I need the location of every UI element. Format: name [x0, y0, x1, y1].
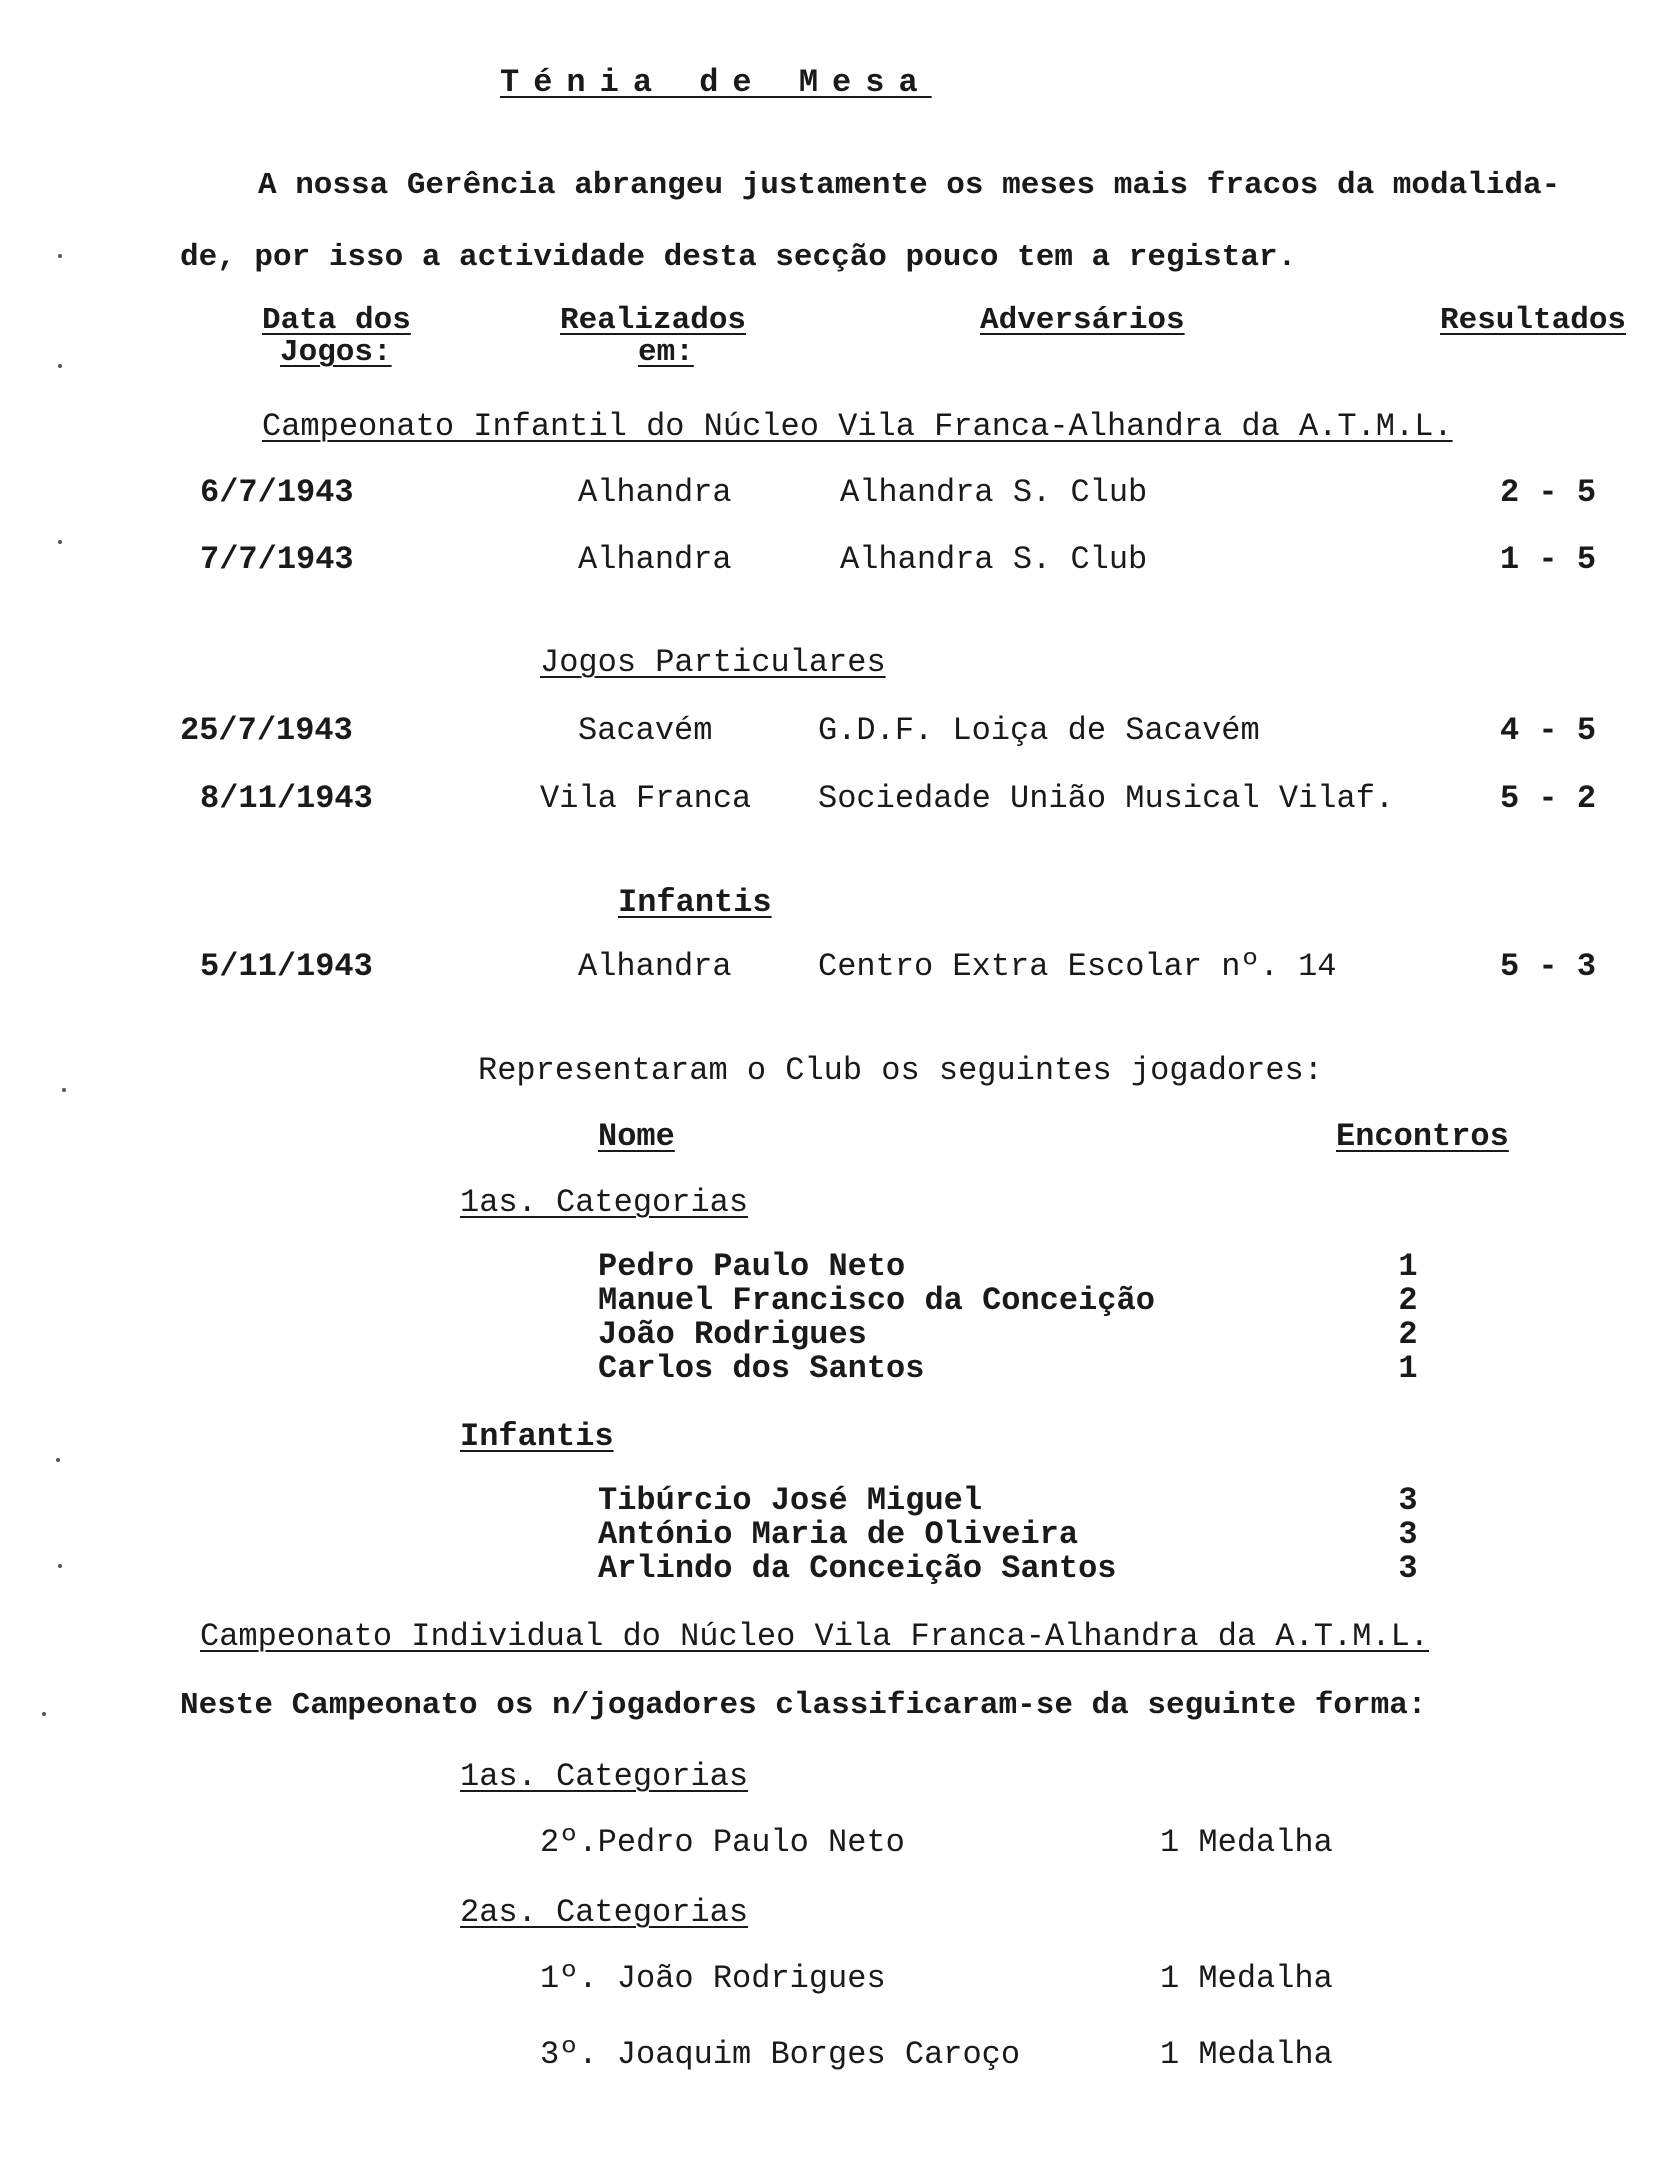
players-header-name: Nome	[598, 1118, 675, 1155]
individual-entry-award: 1 Medalha	[1160, 1824, 1333, 1861]
player-matches: 1	[1398, 1248, 1418, 1285]
player-name: João Rodrigues	[598, 1316, 867, 1353]
individual-entry-name: 2º.Pedro Paulo Neto	[540, 1824, 905, 1861]
game-opponent: G.D.F. Loiça de Sacavém	[818, 712, 1260, 749]
game-opponent: Alhandra S. Club	[840, 541, 1148, 578]
individual-entry-name: 3º. Joaquim Borges Caroço	[540, 2036, 1021, 2073]
game-place: Vila Franca	[540, 780, 752, 817]
section-heading: Campeonato Infantil do Núcleo Vila Franca-Alhandra da A.T.M.L.	[262, 408, 1453, 445]
individual-group-heading: 2as. Categorias	[460, 1894, 749, 1931]
margin-mark	[58, 540, 62, 544]
individual-group-heading: 1as. Categorias	[460, 1758, 749, 1795]
players-intro: Representaram o Club os seguintes jogadores:	[478, 1052, 1323, 1089]
player-name: Arlindo da Conceição Santos	[598, 1550, 1117, 1587]
header-place-line2: em:	[638, 335, 694, 370]
players-header-matches: Encontros	[1336, 1118, 1509, 1155]
game-date: 25/7/1943	[180, 712, 353, 749]
game-place: Alhandra	[578, 948, 732, 985]
margin-mark	[62, 1088, 66, 1092]
player-matches: 3	[1398, 1550, 1418, 1587]
player-name: Tibúrcio José Miguel	[598, 1482, 983, 1519]
margin-mark	[42, 1712, 46, 1716]
game-opponent: Alhandra S. Club	[840, 474, 1148, 511]
player-name: Manuel Francisco da Conceição	[598, 1282, 1155, 1319]
header-date	[262, 305, 411, 369]
game-opponent: Centro Extra Escolar nº. 14	[818, 948, 1337, 985]
game-result: 1 - 5	[1500, 541, 1597, 578]
header-date-line1: Data dos	[262, 303, 411, 338]
margin-mark	[58, 254, 62, 258]
player-matches: 2	[1398, 1316, 1418, 1353]
margin-mark	[58, 364, 62, 368]
header-result: Resultados	[1440, 303, 1627, 338]
player-group-heading: 1as. Categorias	[460, 1184, 749, 1221]
game-date: 6/7/1943	[200, 474, 354, 511]
player-matches: 2	[1398, 1282, 1418, 1319]
player-group-heading: Infantis	[460, 1418, 614, 1455]
game-date: 5/11/1943	[200, 948, 373, 985]
margin-mark	[58, 1564, 62, 1568]
intro-line-1: A nossa Gerência abrangeu justamente os meses mais fracos da modalida-	[258, 168, 1561, 203]
game-result: 2 - 5	[1500, 474, 1597, 511]
individual-entry-award: 1 Medalha	[1160, 1960, 1333, 1997]
game-place: Alhandra	[578, 474, 732, 511]
player-name: António Maria de Oliveira	[598, 1516, 1079, 1553]
individual-intro: Neste Campeonato os n/jogadores classificaram-se da seguinte forma:	[180, 1688, 1427, 1723]
section-heading: Jogos Particulares	[540, 644, 886, 681]
game-opponent: Sociedade União Musical Vilaf.	[818, 780, 1395, 817]
section-heading: Infantis	[618, 884, 772, 921]
header-opponent: Adversários	[980, 303, 1185, 338]
player-name: Pedro Paulo Neto	[598, 1248, 906, 1285]
player-name: Carlos dos Santos	[598, 1350, 925, 1387]
game-date: 7/7/1943	[200, 541, 354, 578]
game-place: Sacavém	[578, 712, 713, 749]
individual-heading: Campeonato Individual do Núcleo Vila Franca-Alhandra da A.T.M.L.	[200, 1618, 1429, 1655]
player-matches: 3	[1398, 1482, 1418, 1519]
individual-entry-award: 1 Medalha	[1160, 2036, 1333, 2073]
player-matches: 3	[1398, 1516, 1418, 1553]
individual-entry-name: 1º. João Rodrigues	[540, 1960, 886, 1997]
page-title: Ténia de Mesa	[500, 64, 932, 101]
game-place: Alhandra	[578, 541, 732, 578]
game-date: 8/11/1943	[200, 780, 373, 817]
margin-mark	[56, 1458, 60, 1462]
player-matches: 1	[1398, 1350, 1418, 1387]
game-result: 4 - 5	[1500, 712, 1597, 749]
game-result: 5 - 2	[1500, 780, 1597, 817]
header-date-line2: Jogos:	[280, 335, 392, 370]
header-place	[560, 305, 746, 369]
game-result: 5 - 3	[1500, 948, 1597, 985]
header-place-line1: Realizados	[560, 303, 747, 338]
intro-line-2: de, por isso a actividade desta secção pouco tem a registar.	[180, 240, 1297, 275]
